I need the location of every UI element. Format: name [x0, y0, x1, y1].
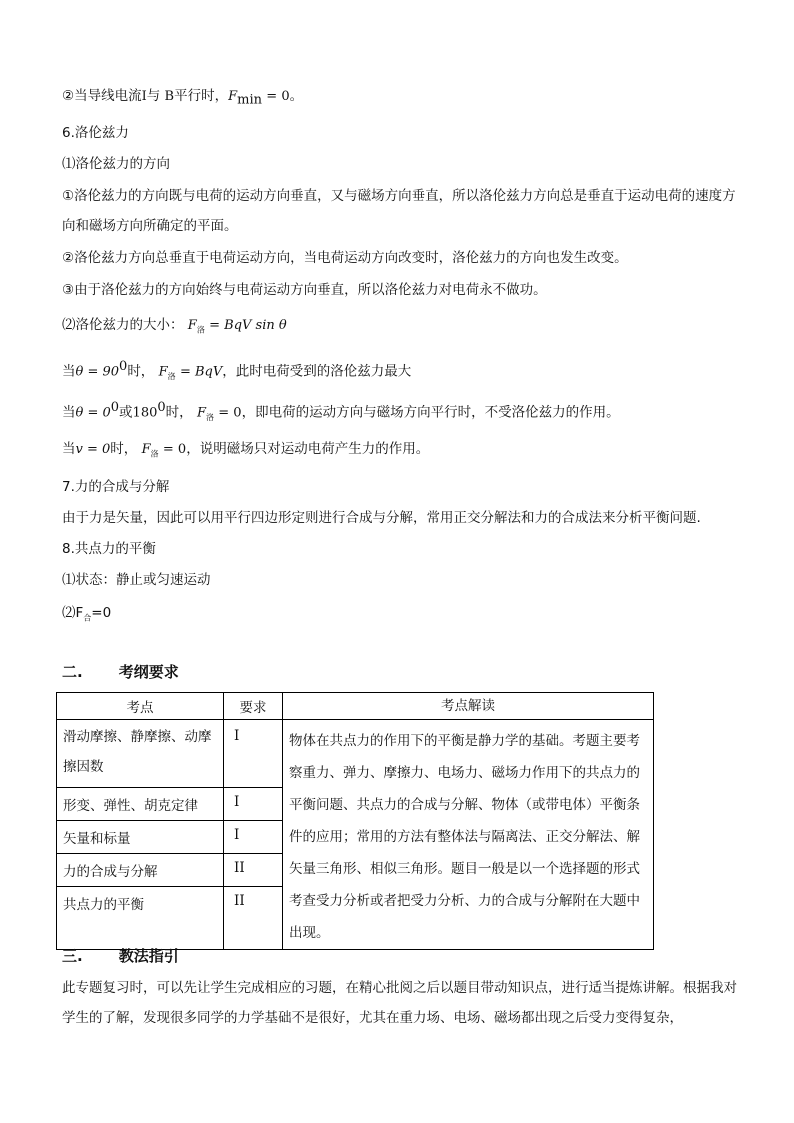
paragraph-direction-1: ①洛伦兹力的方向既与电荷的运动方向垂直，又与磁场方向垂直，所以洛伦兹力方向总是垂直于运动电荷的速度方向和磁场方向所确定的平面。 [62, 188, 736, 234]
level-cell: II [224, 853, 283, 886]
paragraph-composition: 由于力是矢量，因此可以用平行四边形定则进行合成与分解，常用正交分解法和力的合成法来分析平衡问题. [62, 510, 701, 526]
section-heading-syllabus: 二. 考纲要求 [62, 663, 179, 681]
subheading-direction: ⑴洛伦兹力的方向 [62, 156, 170, 172]
heading-composition: 7.力的合成与分解 [62, 479, 170, 495]
header-level: 要求 [224, 693, 283, 720]
syllabus-table [56, 692, 654, 950]
level-cell: I [224, 820, 283, 853]
line-v-zero: 当v = 0时， $F_洛 = 0$，说明磁场只对运动电荷产生力的作用。 [62, 441, 430, 459]
table-row [57, 720, 654, 788]
paragraph-direction-3: ③由于洛伦兹力的方向始终与电荷运动方向垂直，所以洛伦兹力对电荷永不做功。 [62, 282, 547, 298]
line-state: ⑴状态：静止或匀速运动 [62, 572, 211, 588]
header-interpretation: 考点解读 [283, 693, 654, 720]
header-topic: 考点 [57, 693, 224, 720]
paragraph-direction-2: ②洛伦兹力方向总垂直于电荷运动方向，当电荷运动方向改变时，洛伦兹力的方向也发生改变。 [62, 250, 628, 266]
line-theta-90: 当$\theta = 90^0$时， $F_洛$ = BqV，此时电荷受到的洛伦兹力最大 [62, 359, 412, 382]
section-heading-teaching: 三. 教法指引 [62, 947, 179, 965]
line-magnitude: ⑵洛伦兹力的大小： $F_洛$ = BqV sin θ [62, 317, 287, 335]
line-theta-0: 当$\theta = 0^0$或$180^0$时， $F_洛 = 0$，即电荷的运动方向与磁场方向平行时，不受洛伦兹力的作用。 [62, 400, 620, 423]
level-cell: I [224, 720, 283, 788]
line-min-force: ②当导线电流I与 B平行时，$F_{min} = 0$。 [62, 88, 304, 108]
topic-cell: 滑动摩擦、静摩擦、动摩擦因数 [57, 720, 224, 788]
level-cell: II [224, 886, 283, 949]
line-net-force: $⑵F_合=0$ [62, 605, 112, 623]
paragraph-teaching: 此专题复习时，可以先让学生完成相应的习题，在精心批阅之后以题目带动知识点，进行适当提炼讲解。根据我对学生的了解，发现很多同学的力学基础不是很好，尤其在重力场、电场、磁场都出现之后受力变得复杂， [62, 980, 737, 1026]
heading-lorentz: 6.洛伦兹力 [62, 125, 129, 141]
topic-cell: 力的合成与分解 [57, 853, 224, 886]
topic-cell: 形变、弹性、胡克定律 [57, 788, 224, 820]
level-cell: I [224, 788, 283, 820]
table-header-row [57, 693, 654, 720]
interpretation-cell: 物体在共点力的作用下的平衡是静力学的基础。考题主要考察重力、弹力、摩擦力、电场力、磁场力作用下的共点力的平衡问题、共点力的合成与分解、物体（或带电体）平衡条件的应用；常用的方法有整体法与隔离法、正交分解法、解矢量三角形、相似三角形。题目一般是以一个选择题的形式考查受力分析或者把受力分析、力的合成与分解附在大题中出现。 [283, 720, 654, 950]
heading-equilibrium: 8.共点力的平衡 [62, 541, 156, 557]
topic-cell: 共点力的平衡 [57, 886, 224, 949]
topic-cell: 矢量和标量 [57, 820, 224, 853]
